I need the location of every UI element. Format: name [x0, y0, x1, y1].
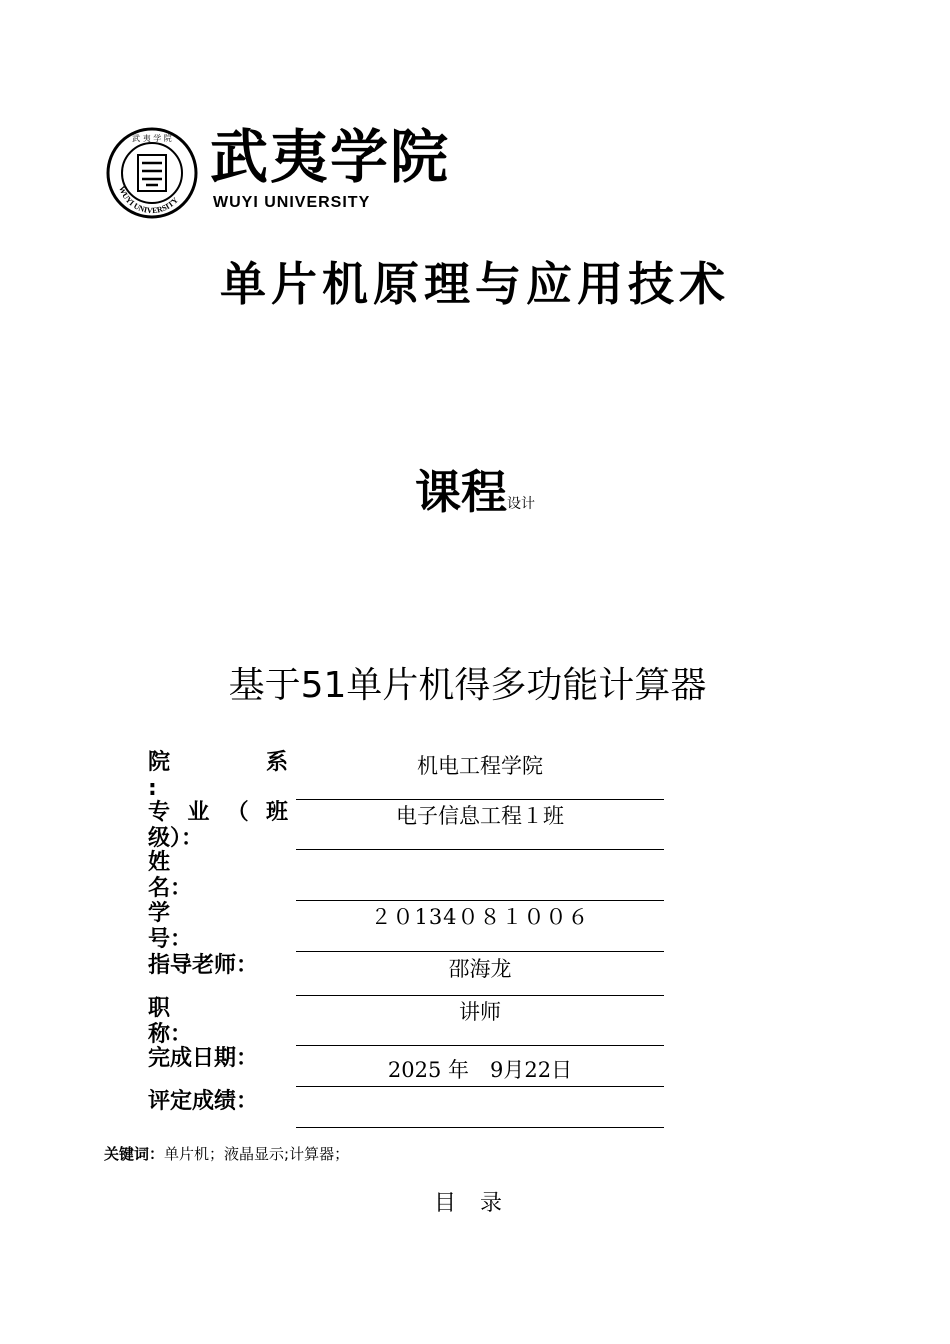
field-label-major: 专 业 （ 班 级）：	[148, 800, 288, 851]
course-title: 单片机原理与应用技术	[220, 257, 730, 311]
svg-text:武 夷 学 院: 武 夷 学 院	[132, 134, 172, 143]
field-label-student-id: 学 号：	[148, 901, 193, 952]
field-underline	[296, 951, 664, 952]
field-label-advisor: 指导老师：	[148, 953, 259, 978]
field-value-title: 讲师	[459, 1000, 501, 1024]
course-design-heading	[0, 460, 950, 536]
keywords-text: 单片机；液晶显示;计算器；	[164, 1145, 350, 1163]
field-label-title: 职 称：	[148, 996, 193, 1047]
keywords-label: 关键词：	[104, 1145, 165, 1163]
project-title: 基于51单片机得多功能计算器	[228, 665, 707, 706]
university-seal-logo	[106, 127, 198, 219]
field-underline	[296, 1045, 664, 1046]
university-name-cn: 武夷学院	[210, 123, 451, 191]
course-heading-small: 设计	[507, 496, 535, 512]
field-underline	[296, 1086, 664, 1087]
university-name-en: WUYI UNIVERSITY	[213, 194, 371, 211]
field-value-department: 机电工程学院	[417, 754, 543, 778]
field-label-department: 院 系 :	[148, 750, 288, 801]
field-label-completion-date: 完成日期：	[148, 1046, 259, 1071]
course-heading-large: 课程	[415, 465, 507, 519]
field-value-advisor: 邵海龙	[448, 957, 512, 981]
field-label-name: 姓 名：	[148, 850, 193, 901]
field-underline	[296, 849, 664, 850]
field-value-completion-date: 2025 年 9月22日	[387, 1058, 573, 1082]
field-value-major: 电子信息工程１班	[396, 804, 564, 828]
table-of-contents-heading: 目录	[433, 1191, 526, 1216]
field-underline	[296, 1127, 664, 1128]
svg-text:WUYI UNIVERSITY: WUYI UNIVERSITY	[116, 185, 180, 216]
keywords-line	[104, 1143, 349, 1164]
field-value-student-id: ２０134０８１００６	[370, 905, 590, 929]
field-label-grade: 评定成绩：	[148, 1089, 259, 1114]
